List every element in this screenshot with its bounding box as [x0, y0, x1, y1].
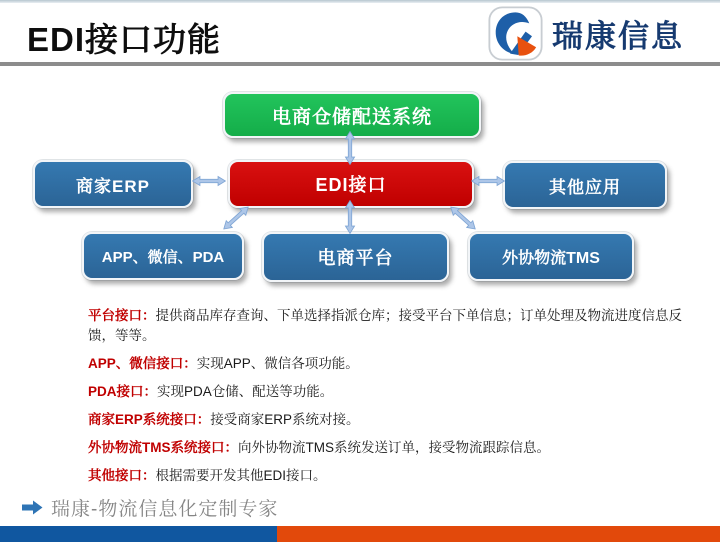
bottom-bar — [0, 526, 720, 542]
node-merchant-erp: 商家ERP — [33, 160, 193, 208]
description-term: 外协物流TMS系统接口： — [88, 440, 238, 455]
brand-name: 瑞康信息 — [552, 19, 684, 54]
header-divider — [0, 62, 720, 66]
description-text: 向外协物流TMS系统发送订单，接受物流跟踪信息。 — [238, 440, 550, 455]
node-warehouse-system: 电商仓储配送系统 — [223, 92, 481, 138]
footer — [22, 494, 278, 521]
double-arrow-icon — [342, 200, 358, 234]
description-term: APP、微信接口： — [88, 356, 197, 371]
description-text: 接受商家ERP系统对接。 — [210, 412, 360, 427]
description-term: PDA接口： — [88, 384, 158, 399]
description-item — [88, 382, 694, 402]
top-accent-line — [0, 0, 720, 3]
description-text: 根据需要开发其他EDI接口。 — [155, 468, 327, 483]
description-text: 实现PDA仓储、配送等功能。 — [157, 384, 334, 399]
node-outsourced-tms: 外协物流TMS — [468, 232, 634, 281]
ruikang-logo-icon — [488, 6, 543, 61]
description-item — [88, 438, 694, 458]
bottom-bar-blue-segment — [0, 526, 277, 542]
description-item — [88, 306, 694, 346]
description-term: 商家ERP系统接口： — [88, 412, 211, 427]
right-arrow-icon — [22, 500, 43, 515]
node-app-wechat-pda: APP、微信、PDA — [82, 232, 244, 280]
description-item — [88, 410, 694, 430]
double-arrow-icon — [342, 131, 358, 165]
brand-logo — [488, 6, 684, 61]
bottom-bar-orange-segment — [277, 526, 720, 542]
interface-descriptions — [88, 306, 694, 494]
double-arrow-icon — [192, 173, 226, 189]
description-term: 平台接口： — [88, 308, 156, 323]
description-text: 实现APP、微信各项功能。 — [196, 356, 359, 371]
footer-tagline: 瑞康-物流信息化定制专家 — [51, 499, 279, 520]
node-other-apps: 其他应用 — [503, 161, 667, 209]
page-title: EDI接口功能 — [27, 21, 222, 58]
node-ecommerce-platform: 电商平台 — [262, 232, 449, 282]
double-arrow-icon — [218, 201, 254, 236]
node-edi-interface: EDI接口 — [228, 160, 474, 208]
double-arrow-icon — [471, 173, 505, 189]
description-item — [88, 466, 694, 486]
description-item — [88, 354, 694, 374]
description-text: 提供商品库存查询、下单选择指派仓库；接受平台下单信息；订单处理及物流进度信息反馈，等等。 — [88, 308, 682, 343]
description-term: 其他接口： — [88, 468, 156, 483]
